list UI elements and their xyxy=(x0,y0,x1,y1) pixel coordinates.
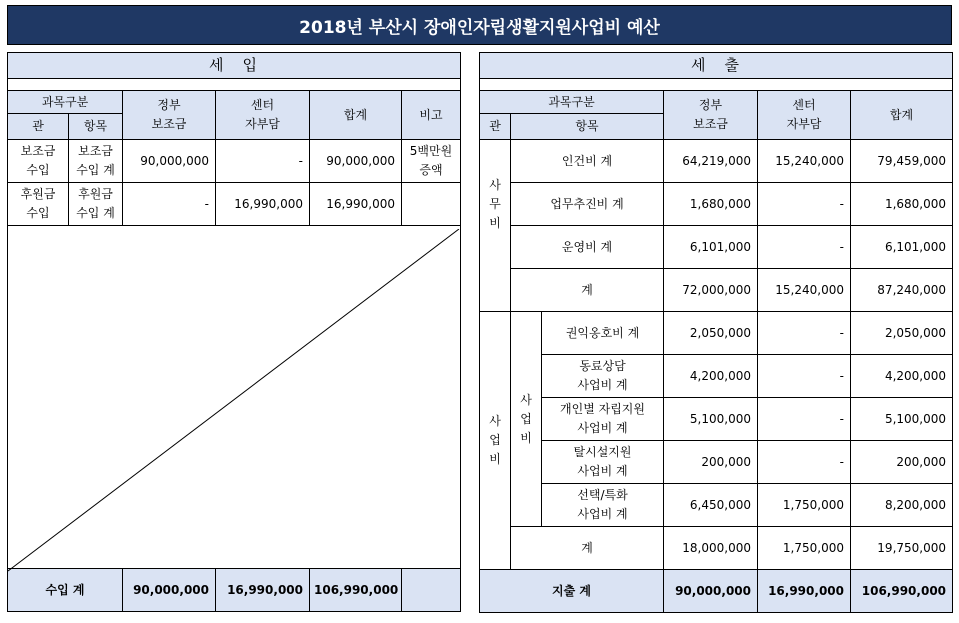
subtotal-row xyxy=(480,269,953,312)
spacer xyxy=(8,79,461,91)
item-name: 탈시설지원 사업비 계 xyxy=(542,441,664,484)
item-total: 1,680,000 xyxy=(851,183,953,226)
table-row xyxy=(8,183,461,226)
income-center: - xyxy=(216,140,310,183)
income-table xyxy=(7,52,461,612)
item-total: 8,200,000 xyxy=(851,484,953,527)
item-center: - xyxy=(758,312,851,355)
income-total-note xyxy=(402,569,461,612)
income-gov-header: 정부 보조금 xyxy=(123,91,216,140)
item-center: - xyxy=(758,183,851,226)
item-center: 1,750,000 xyxy=(758,484,851,527)
expense-section-header: 세 출 xyxy=(480,53,953,79)
item-gov: 1,680,000 xyxy=(664,183,758,226)
item-total: 5,100,000 xyxy=(851,398,953,441)
business-gwan: 사 업 비 xyxy=(480,312,511,570)
expense-total-header: 합계 xyxy=(851,91,953,140)
income-total-label: 수입 계 xyxy=(8,569,123,612)
subtotal-label: 계 xyxy=(511,527,664,570)
income-total-center: 16,990,000 xyxy=(216,569,310,612)
expense-gov-header: 정부 보조금 xyxy=(664,91,758,140)
item-name: 동료상담 사업비 계 xyxy=(542,355,664,398)
total-row xyxy=(8,569,461,612)
expense-total-label: 지출 계 xyxy=(480,570,664,613)
income-hangmok: 보조금 수입 계 xyxy=(69,140,123,183)
item-gov: 200,000 xyxy=(664,441,758,484)
income-total-gov: 90,000,000 xyxy=(123,569,216,612)
empty-area xyxy=(8,226,461,569)
item-gov: 2,050,000 xyxy=(664,312,758,355)
expense-group-header: 과목구분 xyxy=(480,91,664,114)
income-gwan-header: 관 xyxy=(8,114,69,140)
business-hang: 사 업 비 xyxy=(511,312,542,527)
office-gwan: 사 무 비 xyxy=(480,140,511,269)
total-row xyxy=(480,570,953,613)
item-total: 79,459,000 xyxy=(851,140,953,183)
subtotal-gov: 18,000,000 xyxy=(664,527,758,570)
item-total: 200,000 xyxy=(851,441,953,484)
subtotal-total: 87,240,000 xyxy=(851,269,953,312)
item-center: - xyxy=(758,398,851,441)
income-total: 16,990,000 xyxy=(310,183,402,226)
income-center: 16,990,000 xyxy=(216,183,310,226)
spacer xyxy=(480,79,953,91)
item-gov: 6,101,000 xyxy=(664,226,758,269)
item-center: - xyxy=(758,355,851,398)
table-row xyxy=(8,140,461,183)
income-note: 5백만원 증액 xyxy=(402,140,461,183)
income-gov: 90,000,000 xyxy=(123,140,216,183)
item-total: 4,200,000 xyxy=(851,355,953,398)
table-row xyxy=(480,398,953,441)
expense-total-gov: 90,000,000 xyxy=(664,570,758,613)
subtotal-total: 19,750,000 xyxy=(851,527,953,570)
income-note xyxy=(402,183,461,226)
expense-total-center: 16,990,000 xyxy=(758,570,851,613)
subtotal-gov: 72,000,000 xyxy=(664,269,758,312)
income-total: 90,000,000 xyxy=(310,140,402,183)
item-center: 15,240,000 xyxy=(758,140,851,183)
expense-hangmok-header: 항목 xyxy=(511,114,664,140)
expense-table xyxy=(479,52,953,613)
item-total: 2,050,000 xyxy=(851,312,953,355)
subtotal-label: 계 xyxy=(511,269,664,312)
table-row xyxy=(480,140,953,183)
item-name: 업무추진비 계 xyxy=(511,183,664,226)
page-title: 2018년 부산시 장애인자립생활지원사업비 예산 xyxy=(7,5,952,45)
table-row xyxy=(480,312,953,355)
income-note-header: 비고 xyxy=(402,91,461,140)
item-name: 권익옹호비 계 xyxy=(542,312,664,355)
table-row xyxy=(480,355,953,398)
income-hangmok: 후원금 수입 계 xyxy=(69,183,123,226)
income-gwan: 후원금 수입 xyxy=(8,183,69,226)
blank-cell xyxy=(480,269,511,312)
table-row xyxy=(480,484,953,527)
subtotal-row xyxy=(480,527,953,570)
table-row xyxy=(480,183,953,226)
item-gov: 6,450,000 xyxy=(664,484,758,527)
item-name: 선택/특화 사업비 계 xyxy=(542,484,664,527)
income-total-header: 합계 xyxy=(310,91,402,140)
income-gwan: 보조금 수입 xyxy=(8,140,69,183)
expense-center-header: 센터 자부담 xyxy=(758,91,851,140)
income-center-header: 센터 자부담 xyxy=(216,91,310,140)
expense-gwan-header: 관 xyxy=(480,114,511,140)
item-name: 개인별 자립지원 사업비 계 xyxy=(542,398,664,441)
income-group-header: 과목구분 xyxy=(8,91,123,114)
table-row xyxy=(480,441,953,484)
income-total-total: 106,990,000 xyxy=(310,569,402,612)
item-gov: 5,100,000 xyxy=(664,398,758,441)
item-total: 6,101,000 xyxy=(851,226,953,269)
subtotal-center: 15,240,000 xyxy=(758,269,851,312)
income-gov: - xyxy=(123,183,216,226)
subtotal-center: 1,750,000 xyxy=(758,527,851,570)
income-hangmok-header: 항목 xyxy=(69,114,123,140)
item-name: 운영비 계 xyxy=(511,226,664,269)
item-center: - xyxy=(758,226,851,269)
item-name: 인건비 계 xyxy=(511,140,664,183)
item-gov: 4,200,000 xyxy=(664,355,758,398)
item-gov: 64,219,000 xyxy=(664,140,758,183)
expense-total-total: 106,990,000 xyxy=(851,570,953,613)
table-row xyxy=(480,226,953,269)
item-center: - xyxy=(758,441,851,484)
income-section-header: 세 입 xyxy=(8,53,461,79)
